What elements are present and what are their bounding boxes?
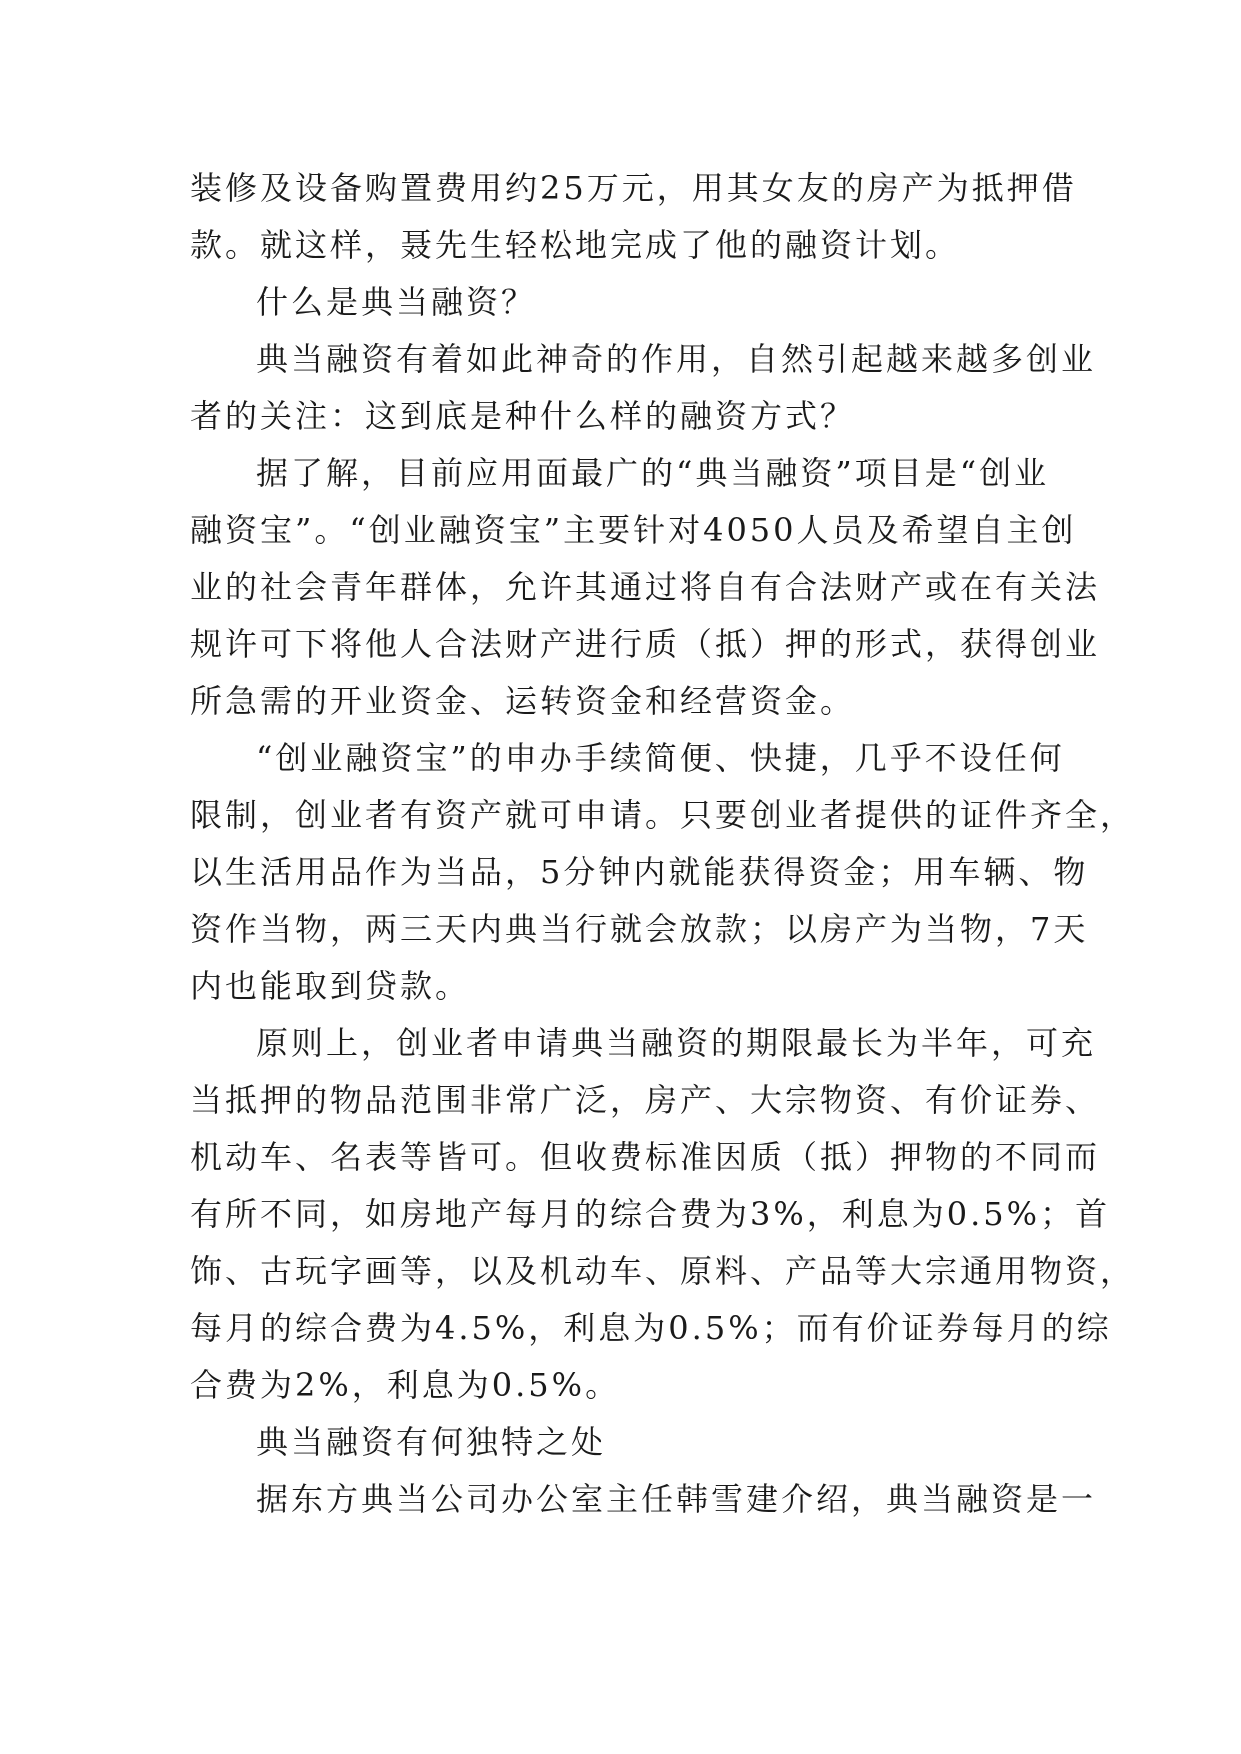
text-line: 什么是典当融资？	[256, 283, 537, 321]
text-line: 内也能取到贷款。	[190, 967, 471, 1005]
paragraph	[190, 730, 1136, 1015]
paragraph	[190, 274, 1050, 331]
paragraph	[190, 445, 1101, 730]
text-line: 规许可下将他人合法财产进行质（抵）押的形式，获得创业	[190, 625, 1101, 663]
text-line: 每月的综合费为4.5%，利息为0.5%；而有价证券每月的综	[190, 1309, 1112, 1347]
paragraph	[190, 1471, 1097, 1528]
text-line: 以生活用品作为当品，5分钟内就能获得资金；用车辆、物	[190, 853, 1089, 891]
text-line: 融资宝”。“创业融资宝”主要针对4050人员及希望自主创	[190, 511, 1077, 549]
text-line: 者的关注：这到底是种什么样的融资方式？	[190, 397, 856, 435]
text-line: 机动车、名表等皆可。但收费标准因质（抵）押物的不同而	[190, 1138, 1101, 1176]
text-line: 饰、古玩字画等，以及机动车、原料、产品等大宗通用物资，	[190, 1252, 1136, 1290]
text-line: 原则上，创业者申请典当融资的期限最长为半年，可充	[256, 1024, 1097, 1062]
paragraph	[190, 331, 1097, 445]
text-line: 据了解，目前应用面最广的“典当融资”项目是“创业	[256, 454, 1050, 492]
text-line: 有所不同，如房地产每月的综合费为3%，利息为0.5%；首	[190, 1195, 1111, 1233]
text-line: 装修及设备购置费用约25万元，用其女友的房产为抵押借	[190, 169, 1077, 207]
text-line: 款。就这样，聂先生轻松地完成了他的融资计划。	[190, 226, 961, 264]
text-line: 业的社会青年群体，允许其通过将自有合法财产或在有关法	[190, 568, 1101, 606]
text-line: “创业融资宝”的申办手续简便、快捷，几乎不设任何	[256, 739, 1065, 777]
paragraph	[190, 1414, 1050, 1471]
paragraph	[190, 160, 1077, 274]
text-line: 限制，创业者有资产就可申请。只要创业者提供的证件齐全，	[190, 796, 1136, 834]
text-line: 所急需的开业资金、运转资金和经营资金。	[190, 682, 856, 720]
text-line: 合费为2%，利息为0.5%。	[190, 1366, 621, 1404]
paragraph	[190, 1015, 1136, 1414]
text-line: 典当融资有着如此神奇的作用，自然引起越来越多创业	[256, 340, 1097, 378]
text-line: 当抵押的物品范围非常广泛，房产、大宗物资、有价证券、	[190, 1081, 1101, 1119]
text-line: 典当融资有何独特之处	[256, 1423, 607, 1461]
text-line: 据东方典当公司办公室主任韩雪建介绍，典当融资是一	[256, 1480, 1097, 1518]
text-line: 资作当物，两三天内典当行就会放款；以房产为当物，7天	[190, 910, 1089, 948]
document-body	[190, 160, 1136, 1528]
document-page	[190, 160, 1136, 1528]
